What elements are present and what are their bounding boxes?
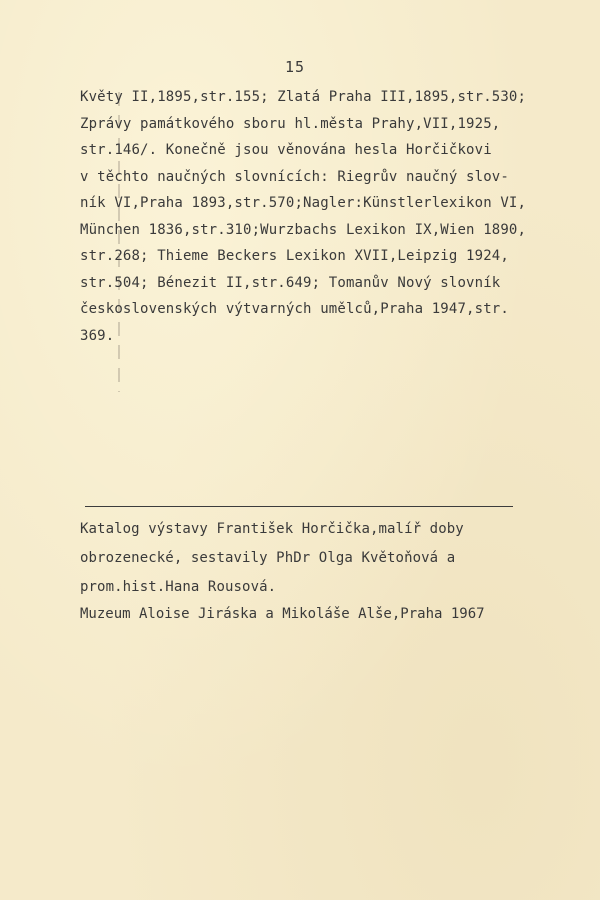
- body-line: str.268; Thieme Beckers Lexikon XVII,Leipzig 1924,: [80, 248, 509, 264]
- body-paragraph: [80, 84, 560, 349]
- body-line: str.504; Bénezit II,str.649; Tomanův Nový slovník: [80, 274, 501, 291]
- body-line: 369.: [80, 327, 115, 344]
- section-divider: [85, 506, 513, 507]
- body-line: v těchto naučných slovnících: Riegrův naučný slov-: [80, 168, 509, 185]
- body-line: československých výtvarných umělců,Praha 1947,str.: [80, 301, 509, 317]
- credits-line: Katalog výstavy František Horčička,malíř doby: [80, 521, 464, 537]
- catalog-credits: [80, 515, 560, 602]
- body-line: ník VI,Praha 1893,str.570;Nagler:Künstlerlexikon VI,: [80, 195, 527, 211]
- page-number: 15: [284, 58, 306, 76]
- body-line: Květy II,1895,str.155; Zlatá Praha III,1895,str.530;: [80, 89, 527, 105]
- credits-line: prom.hist.Hana Rousová.: [80, 579, 277, 595]
- publisher-line: Muzeum Aloise Jiráska a Mikoláše Alše,Praha 1967: [80, 606, 485, 622]
- body-line: München 1836,str.310;Wurzbachs Lexikon IX,Wien 1890,: [80, 221, 527, 238]
- body-line: str.146/. Konečně jsou věnována hesla Horčičkovi: [80, 142, 492, 158]
- body-line: Zprávy památkového sboru hl.města Prahy,VII,1925,: [80, 115, 501, 132]
- credits-line: obrozenecké, sestavily PhDr Olga Květoňová a: [80, 550, 456, 566]
